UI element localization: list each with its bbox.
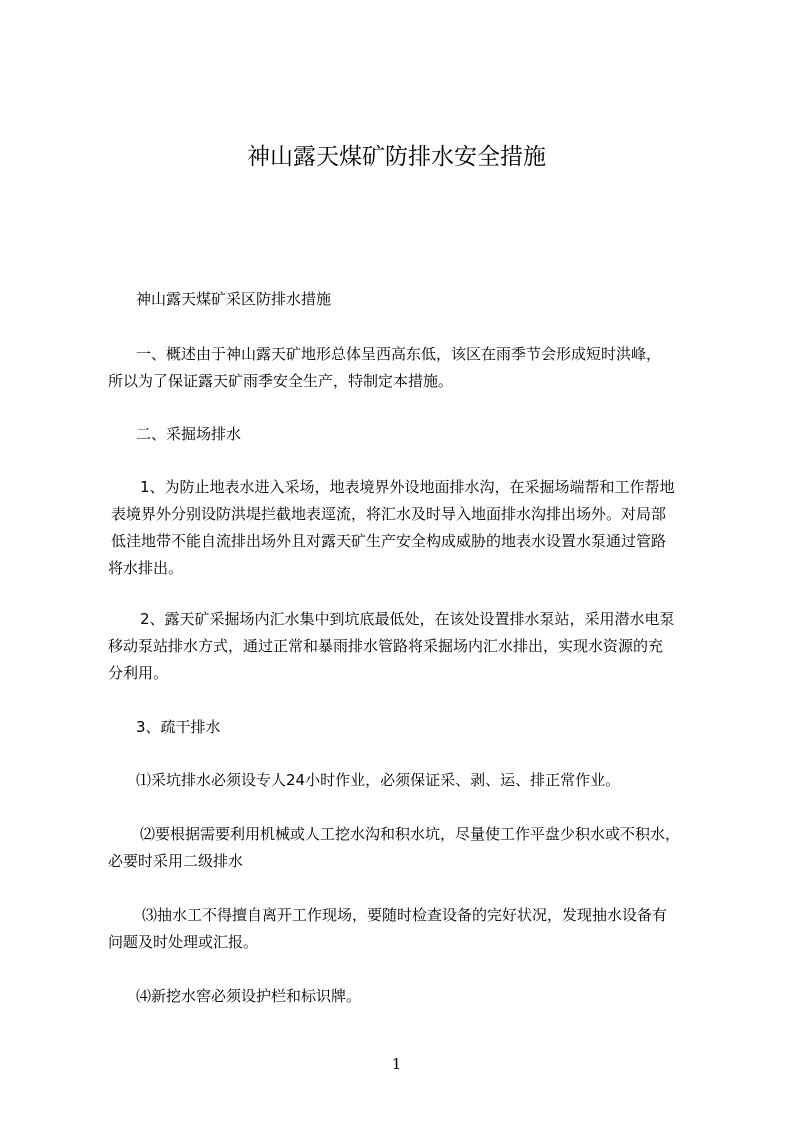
text-line: ⑷新挖水窖必须设护栏和标识牌。 — [136, 987, 362, 1005]
text-line: 神山露天煤矿采区防排水措施 — [136, 290, 332, 308]
section-heading — [136, 286, 331, 313]
paragraph-sub-3 — [108, 902, 667, 956]
text-line: 低洼地带不能自流排出场外且对露天矿生产安全构成威胁的地表水设置水泵通过管路 — [111, 532, 667, 550]
page-number: 1 — [391, 1055, 402, 1073]
text-line: ⑴采坑排水必须设专人24小时作业，必须保证采、剥、运、排正常作业。 — [136, 771, 621, 789]
text-line: 移动泵站排水方式，通过正常和暴雨排水管路将采掘场内汇水排出，实现水资源的充 — [108, 637, 664, 655]
text-line: ⑵要根据需要利用机械或人工挖水沟和积水坑，尽量使工作平盘少积水或不积水， — [140, 825, 681, 843]
text-line: 必要时采用二级排水 — [108, 852, 244, 870]
text-line: 3、疏干排水 — [136, 718, 221, 736]
paragraph-overview — [108, 341, 661, 395]
text-line: 问题及时处理或汇报。 — [108, 933, 259, 951]
paragraph-item-1 — [108, 474, 675, 582]
document-title: 神山露天煤矿防排水安全措施 — [247, 144, 546, 170]
text-line: 分利用。 — [108, 664, 169, 682]
text-line: 一、概述由于神山露天矿地形总体呈西高东低，该区在雨季节会形成短时洪峰， — [136, 345, 662, 363]
paragraph-sub-1 — [108, 767, 620, 794]
text-line: 将水排出。 — [108, 559, 184, 577]
text-line: 所以为了保证露天矿雨季安全生产，特制定本措施。 — [108, 372, 454, 390]
pit-drainage-heading — [136, 421, 241, 448]
text-line: ⑶抽水工不得擅自离开工作现场，要随时检查设备的完好状况，发现抽水设备有 — [142, 906, 668, 924]
text-line: 表境界外分别设防洪堤拦截地表逕流，将汇水及时导入地面排水沟排出场外。对局部 — [111, 505, 667, 523]
text-line: 1、为防止地表水进入采场，地表境界外设地面排水沟，在采掘场端帮和工作帮地 — [140, 478, 675, 496]
text-line: 2、露天矿采掘场内汇水集中到坑底最低处，在该处设置排水泵站，采用潜水电泵 — [140, 610, 675, 628]
item-3-heading — [136, 714, 221, 741]
paragraph-item-2 — [108, 606, 675, 687]
paragraph-sub-2 — [108, 821, 680, 875]
text-line: 二、采掘场排水 — [136, 425, 242, 443]
paragraph-sub-4 — [108, 983, 361, 1010]
